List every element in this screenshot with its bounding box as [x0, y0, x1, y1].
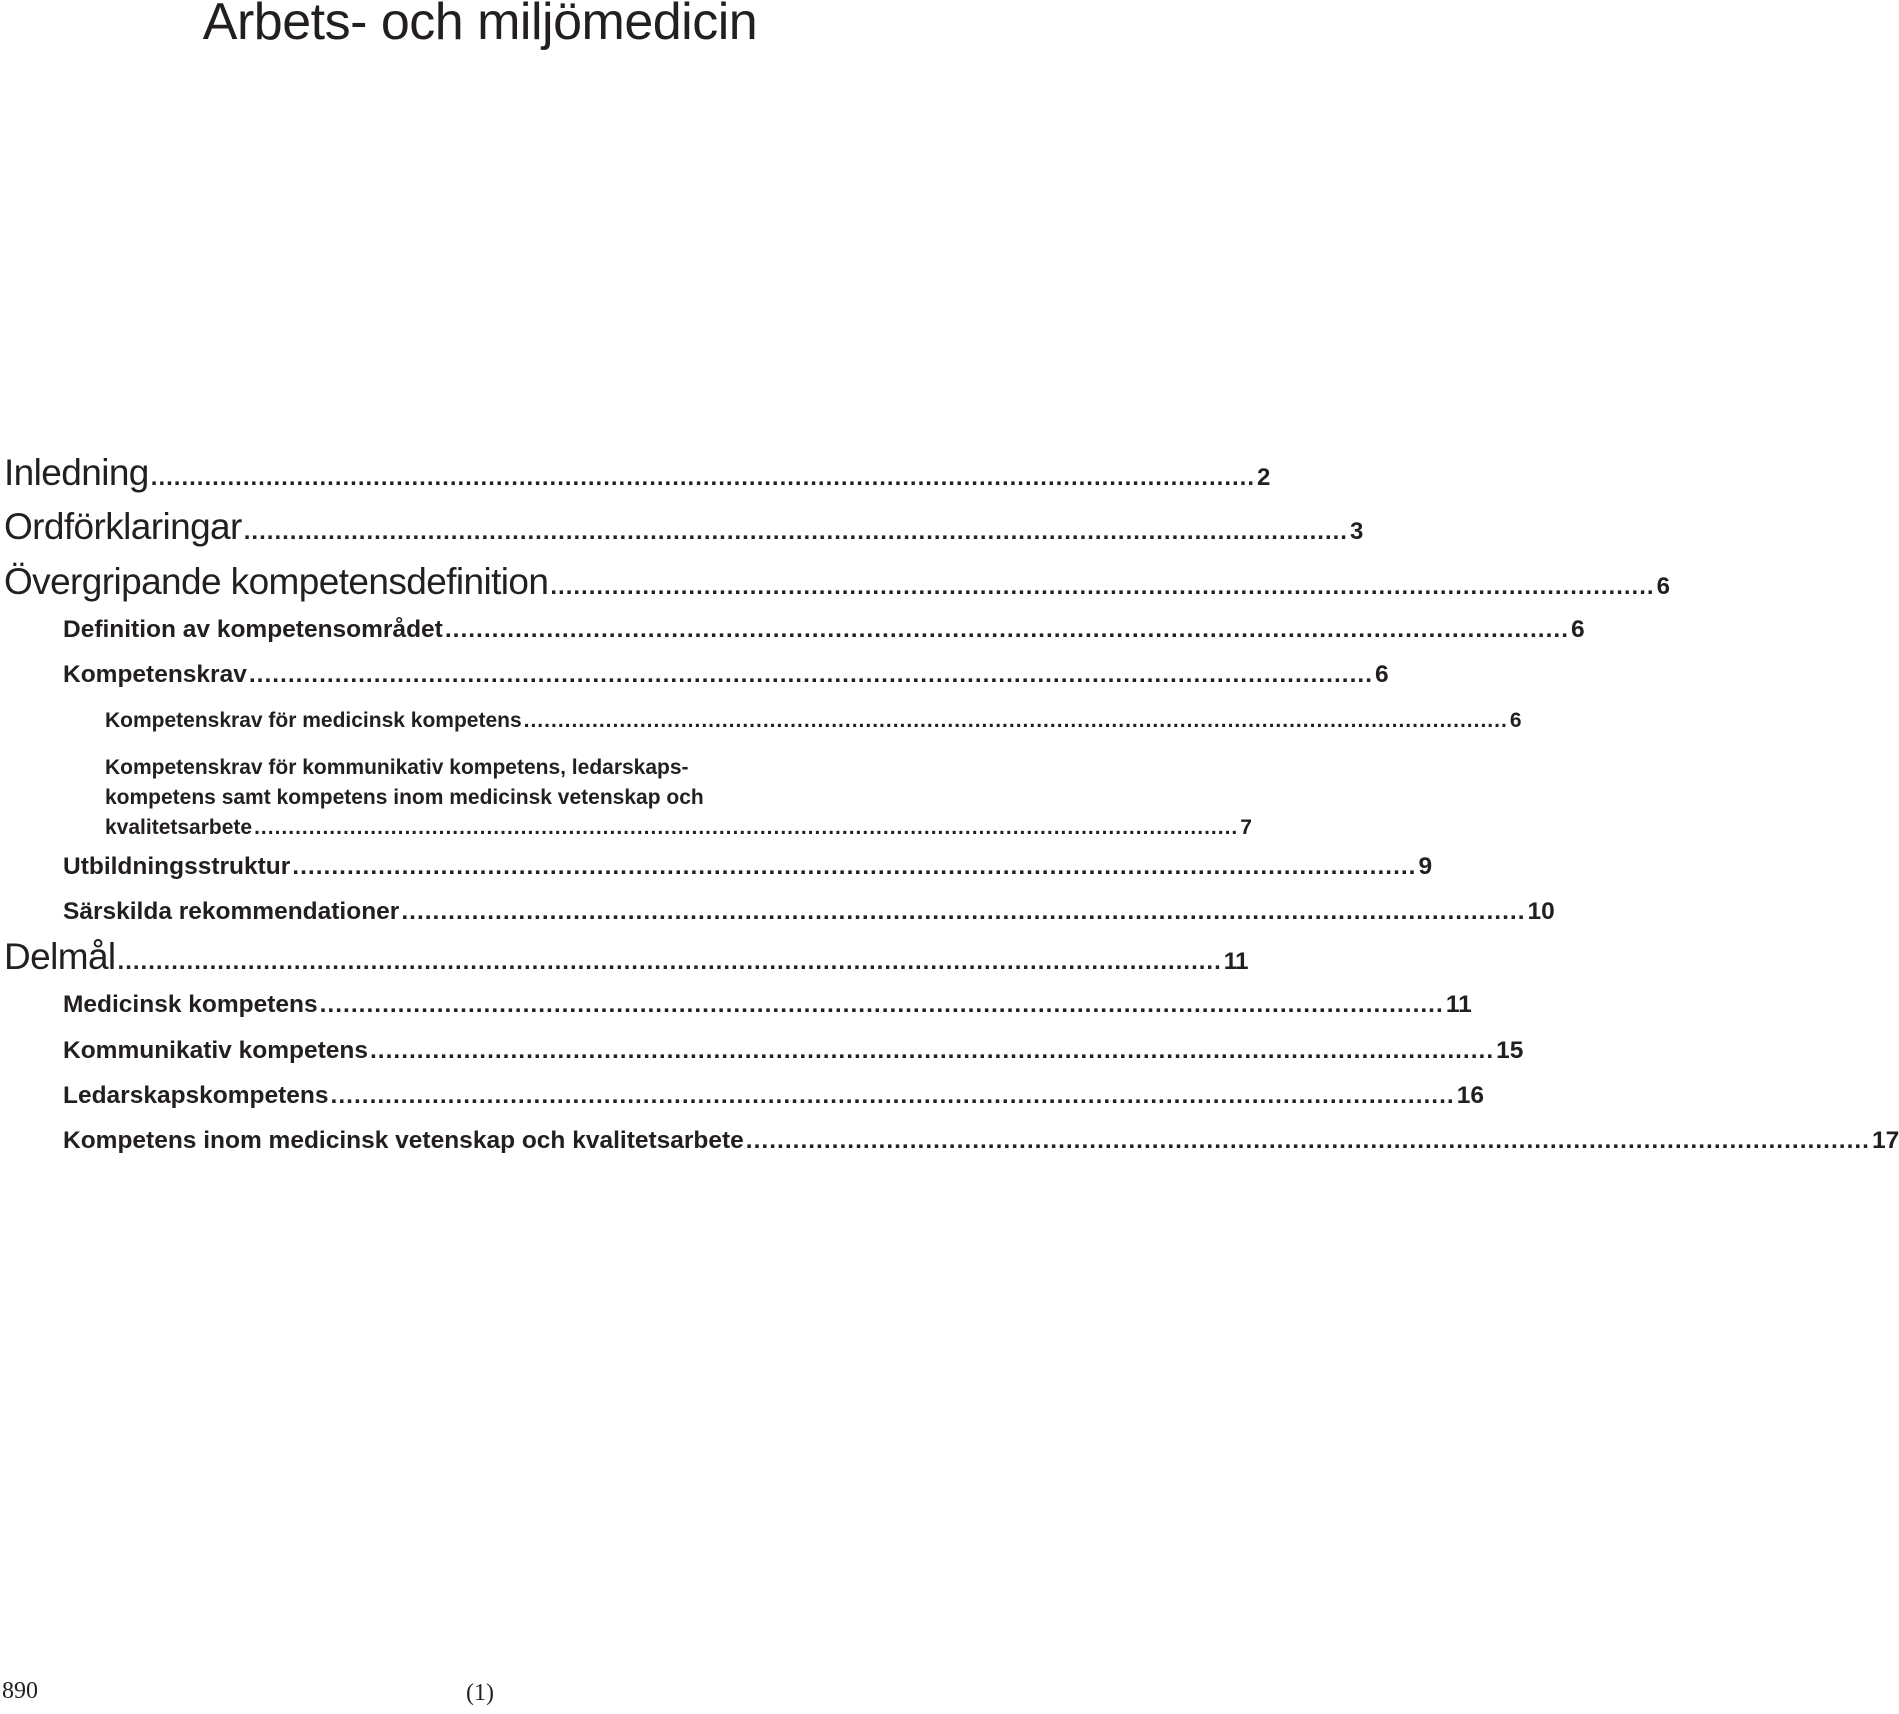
dot-leader: ................................................................................................................................................	[292, 853, 1417, 880]
toc-entry-page: 11	[1223, 948, 1248, 975]
toc-entry-label: Kompetenskrav	[63, 661, 247, 688]
toc-entry-page: 3	[1349, 518, 1363, 545]
toc-entry-page: 17	[1872, 1127, 1899, 1154]
dot-leader: ................................................................................................................................................	[550, 573, 1655, 600]
toc-entry-page: 6	[1375, 661, 1389, 688]
toc-entry-label: Utbildningsstruktur	[63, 853, 291, 880]
dot-leader: ................................................................................................................................................	[401, 898, 1526, 925]
dot-leader: ................................................................................................................................................	[369, 1037, 1495, 1064]
toc-entry-kommunikativ[interactable]	[63, 1037, 1524, 1065]
toc-entry-label: Kommunikativ kompetens	[63, 1037, 368, 1064]
toc-entry-overgripande[interactable]	[4, 561, 1670, 603]
dot-leader: ................................................................................................................................................	[248, 661, 1374, 688]
toc-entry-medicinsk[interactable]	[63, 991, 1472, 1019]
dot-leader: ................................................................................................................................................	[117, 948, 1222, 975]
dot-leader: ................................................................................................................................................	[745, 1127, 1870, 1154]
toc-entry-kompetenskrav[interactable]	[63, 661, 1389, 689]
toc-entry-label-line: kvalitetsarbete	[105, 816, 253, 839]
toc-entry-krav-medicinsk[interactable]	[105, 709, 1522, 733]
toc-entry-page: 7	[1240, 816, 1252, 839]
toc-entry-page: 16	[1456, 1082, 1484, 1109]
toc-entry-page: 6	[1509, 709, 1522, 732]
toc-entry-vetenskap[interactable]	[63, 1127, 1899, 1155]
toc-entry-inledning[interactable]	[4, 452, 1270, 494]
toc-entry-label: Särskilda rekommendationer	[63, 898, 400, 925]
dot-leader: ................................................................................................................................................	[243, 518, 1348, 545]
toc-entry-label: Delmål	[4, 936, 116, 977]
dot-leader: ................................................................................................................................................	[330, 1082, 1455, 1109]
toc-entry-page: 9	[1418, 853, 1433, 880]
toc-entry-ordforklaringar[interactable]	[4, 506, 1363, 548]
toc-entry-label: Ordförklaringar	[4, 506, 242, 547]
toc-entry-utbildningsstruktur[interactable]	[63, 853, 1433, 881]
dot-leader: ................................................................................................................................................	[319, 991, 1444, 1018]
toc-entry-krav-kommunikativ[interactable]	[105, 753, 1252, 843]
toc-entry-page: 6	[1656, 573, 1670, 600]
toc-entry-label: Kompetens inom medicinsk vetenskap och kvalitetsarbete	[63, 1127, 744, 1154]
toc-entry-page: 10	[1527, 898, 1555, 925]
footer-document-number: 890	[2, 1678, 38, 1704]
toc-entry-delmal[interactable]	[4, 936, 1248, 978]
page-title: Arbets- och miljömedicin	[202, 0, 758, 51]
toc-entry-page: 15	[1496, 1037, 1524, 1064]
toc-entry-label: Medicinsk kompetens	[63, 991, 318, 1018]
toc-entry-label: Kompetenskrav för medicinsk kompetens	[105, 709, 522, 732]
toc-entry-page: 6	[1571, 616, 1585, 643]
toc-entry-label-line: Kompetenskrav för kommunikativ kompetens, ledarskaps-	[105, 756, 689, 779]
toc-entry-ledarskap[interactable]	[63, 1082, 1484, 1110]
dot-leader: ................................................................................................................................................	[254, 816, 1239, 839]
toc-entry-sarskilda[interactable]	[63, 898, 1555, 926]
toc-entry-definition[interactable]	[63, 616, 1585, 644]
toc-entry-label: Inledning	[4, 452, 149, 493]
toc-entry-label: Ledarskapskompetens	[63, 1082, 329, 1109]
toc-entry-page: 2	[1256, 464, 1270, 491]
dot-leader: ................................................................................................................................................	[150, 464, 1255, 491]
toc-entry-label: Övergripande kompetensdefinition	[4, 561, 549, 602]
toc-entry-label-line: kompetens samt kompetens inom medicinsk vetenskap och	[105, 786, 704, 809]
dot-leader: ................................................................................................................................................	[444, 616, 1570, 643]
toc-entry-page: 11	[1445, 991, 1472, 1018]
toc-entry-label: Definition av kompetensområdet	[63, 616, 443, 643]
dot-leader: ................................................................................................................................................	[523, 709, 1508, 732]
footer-page-number: (1)	[466, 1680, 494, 1706]
